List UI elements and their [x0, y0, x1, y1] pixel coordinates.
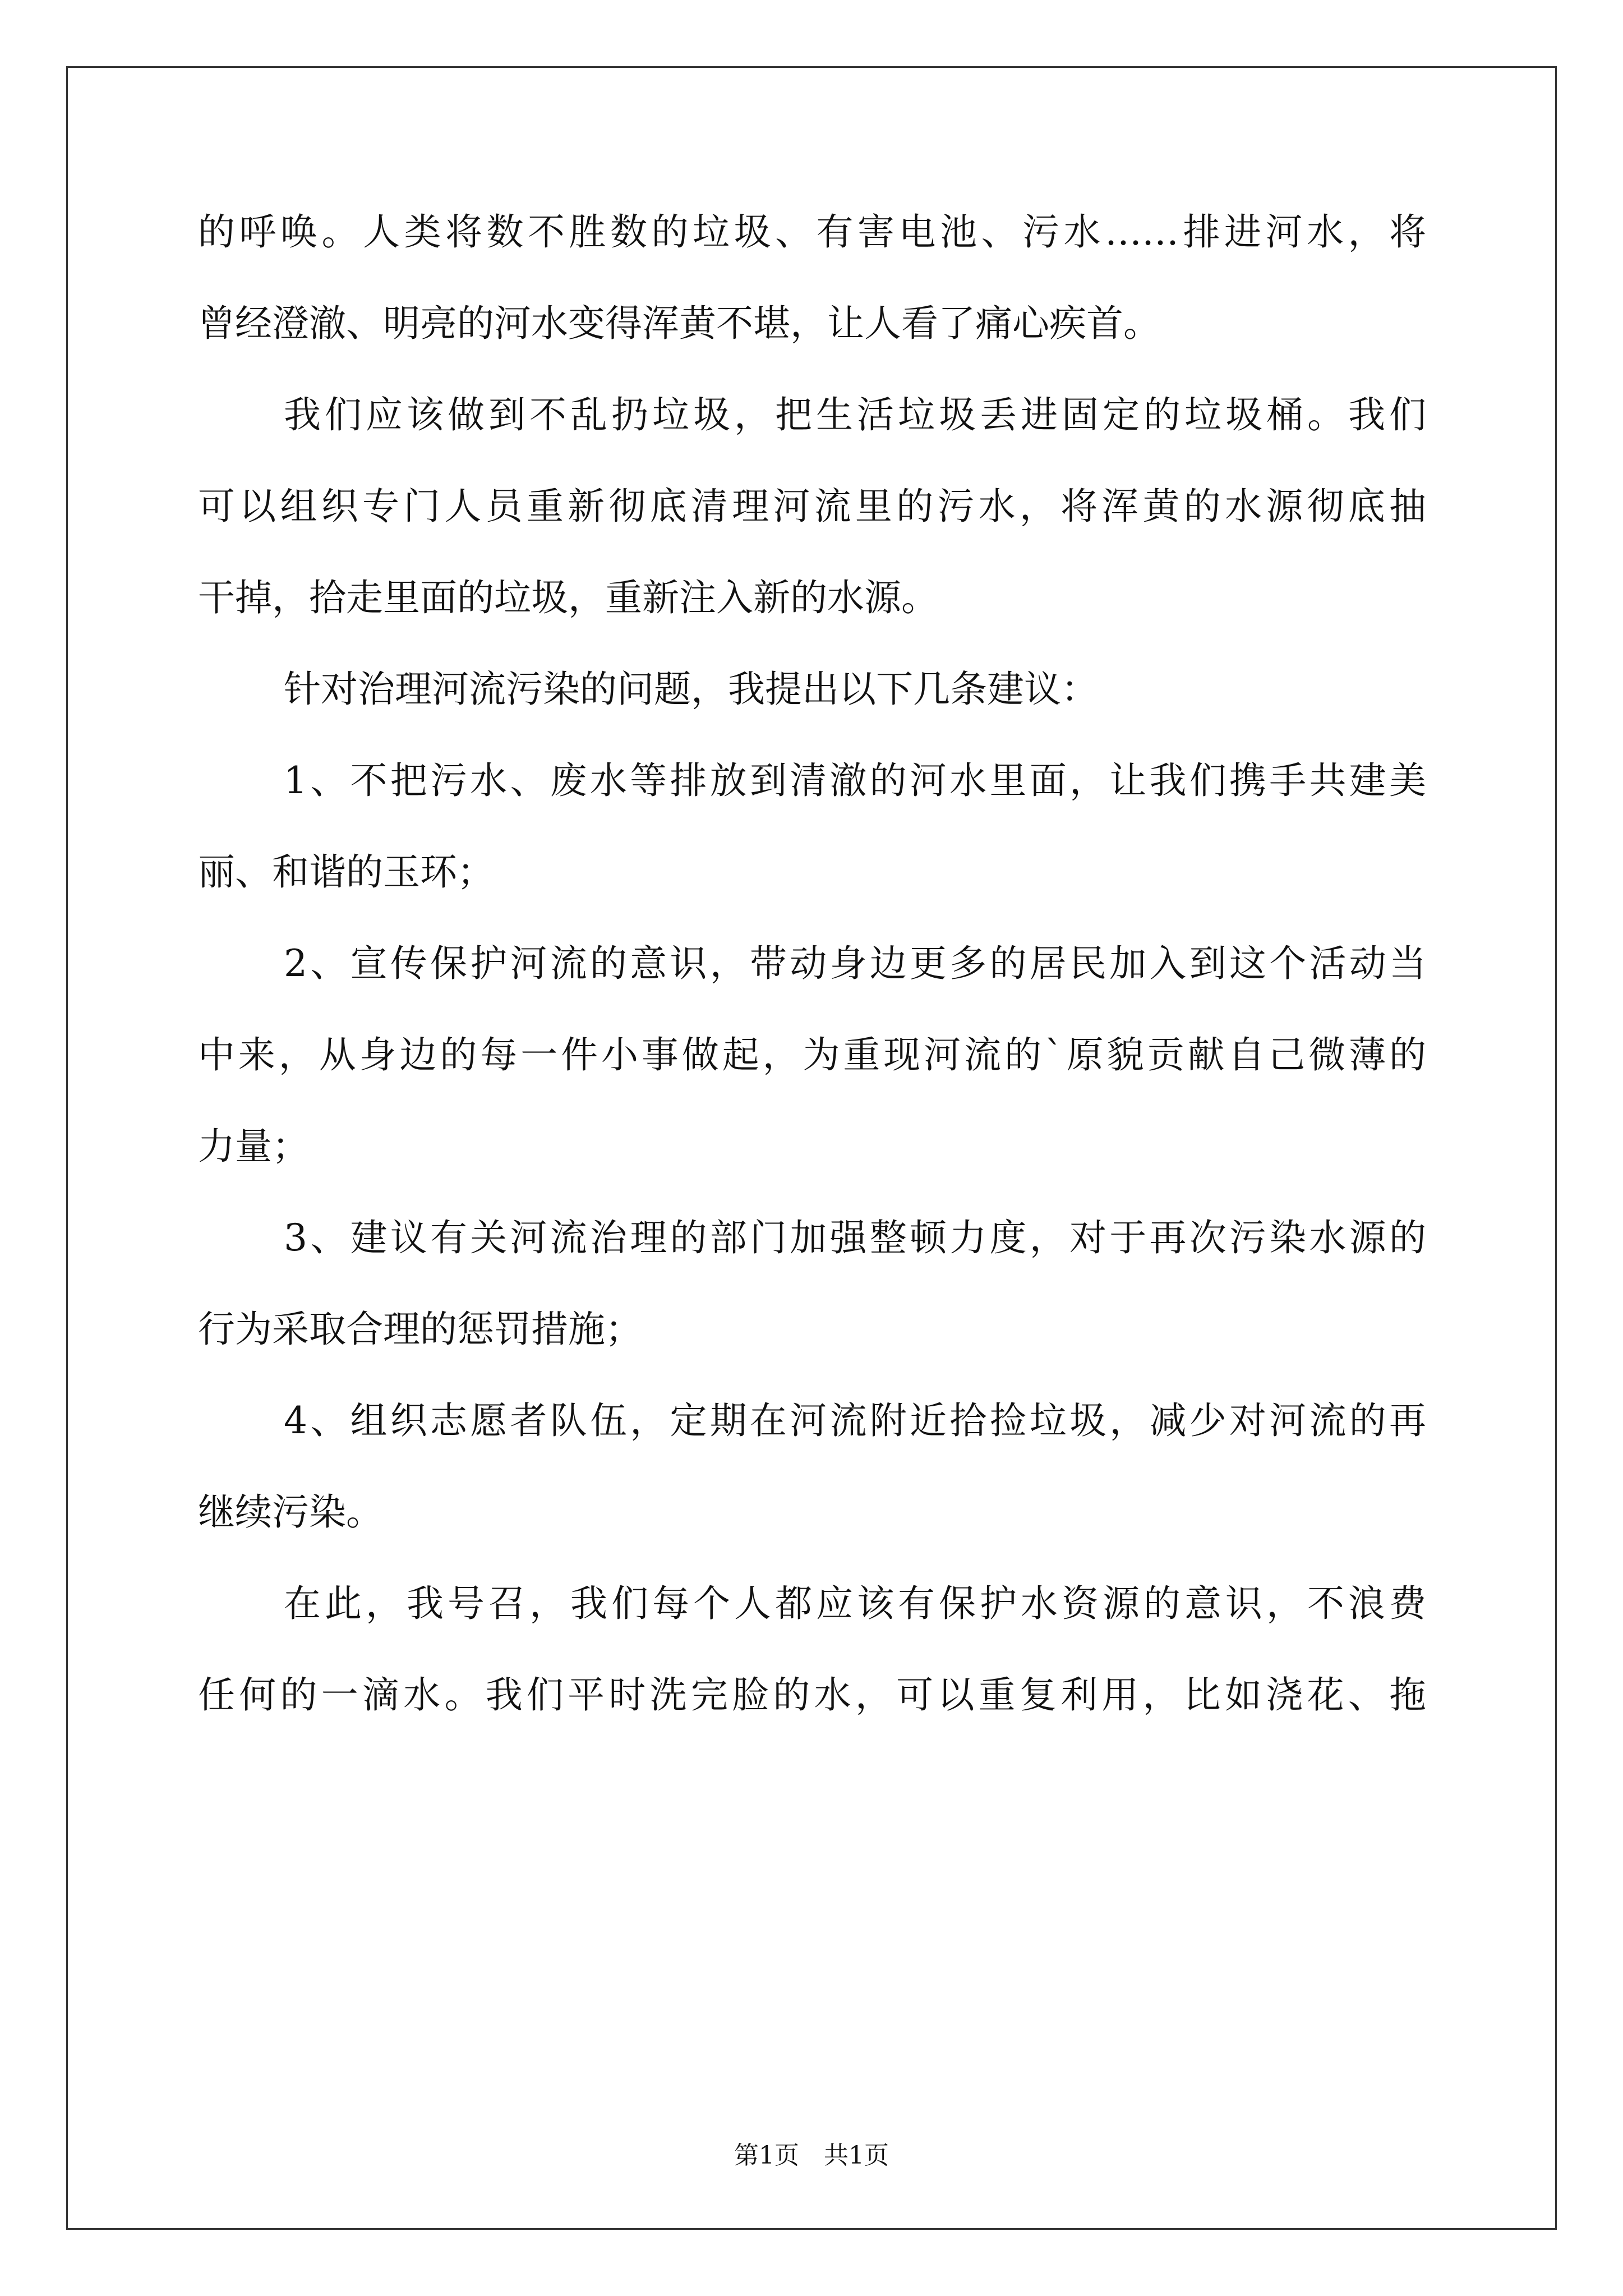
text-line: 任何的一滴水。我们平时洗完脸的水，可以重复利用，比如浇花、拖 — [198, 1673, 1426, 1717]
text-line: 的呼唤。人类将数不胜数的垃圾、有害电池、污水……排进河水，将 — [198, 210, 1426, 254]
text-line: 4、组织志愿者队伍，定期在河流附近拾捡垃圾，减少对河流的再 — [284, 1399, 1426, 1442]
text-line: 行为采取合理的惩罚措施； — [198, 1308, 642, 1351]
page-number-footer: 第1页 共1页 — [734, 2141, 889, 2170]
text-line: 继续污染。 — [198, 1490, 383, 1534]
text-line: 1、不把污水、废水等排放到清澈的河水里面，让我们携手共建美 — [284, 759, 1426, 802]
document-body — [198, 208, 1426, 1762]
text-line: 可以组织专门人员重新彻底清理河流里的污水，将浑黄的水源彻底抽 — [198, 485, 1426, 528]
text-line: 丽、和谐的玉环； — [198, 850, 494, 894]
text-line: 干掉，拾走里面的垃圾，重新注入新的水源。 — [198, 576, 938, 619]
text-line: 2、宣传保护河流的意识，带动身边更多的居民加入到这个活动当 — [284, 942, 1426, 985]
text-line: 力量； — [198, 1125, 309, 1168]
text-line: 针对治理河流污染的问题，我提出以下几条建议： — [284, 668, 1098, 711]
text-line: 在此，我号召，我们每个人都应该有保护水资源的意识，不浪费 — [284, 1582, 1426, 1625]
text-line: 我们应该做到不乱扔垃圾，把生活垃圾丢进固定的垃圾桶。我们 — [284, 393, 1426, 436]
text-line: 中来，从身边的每一件小事做起，为重现河流的`原貌贡献自己微薄的 — [198, 1033, 1426, 1076]
text-line: 曾经澄澈、明亮的河水变得浑黄不堪，让人看了痛心疾首。 — [198, 302, 1160, 345]
text-line: 3、建议有关河流治理的部门加强整顿力度，对于再次污染水源的 — [284, 1216, 1426, 1259]
